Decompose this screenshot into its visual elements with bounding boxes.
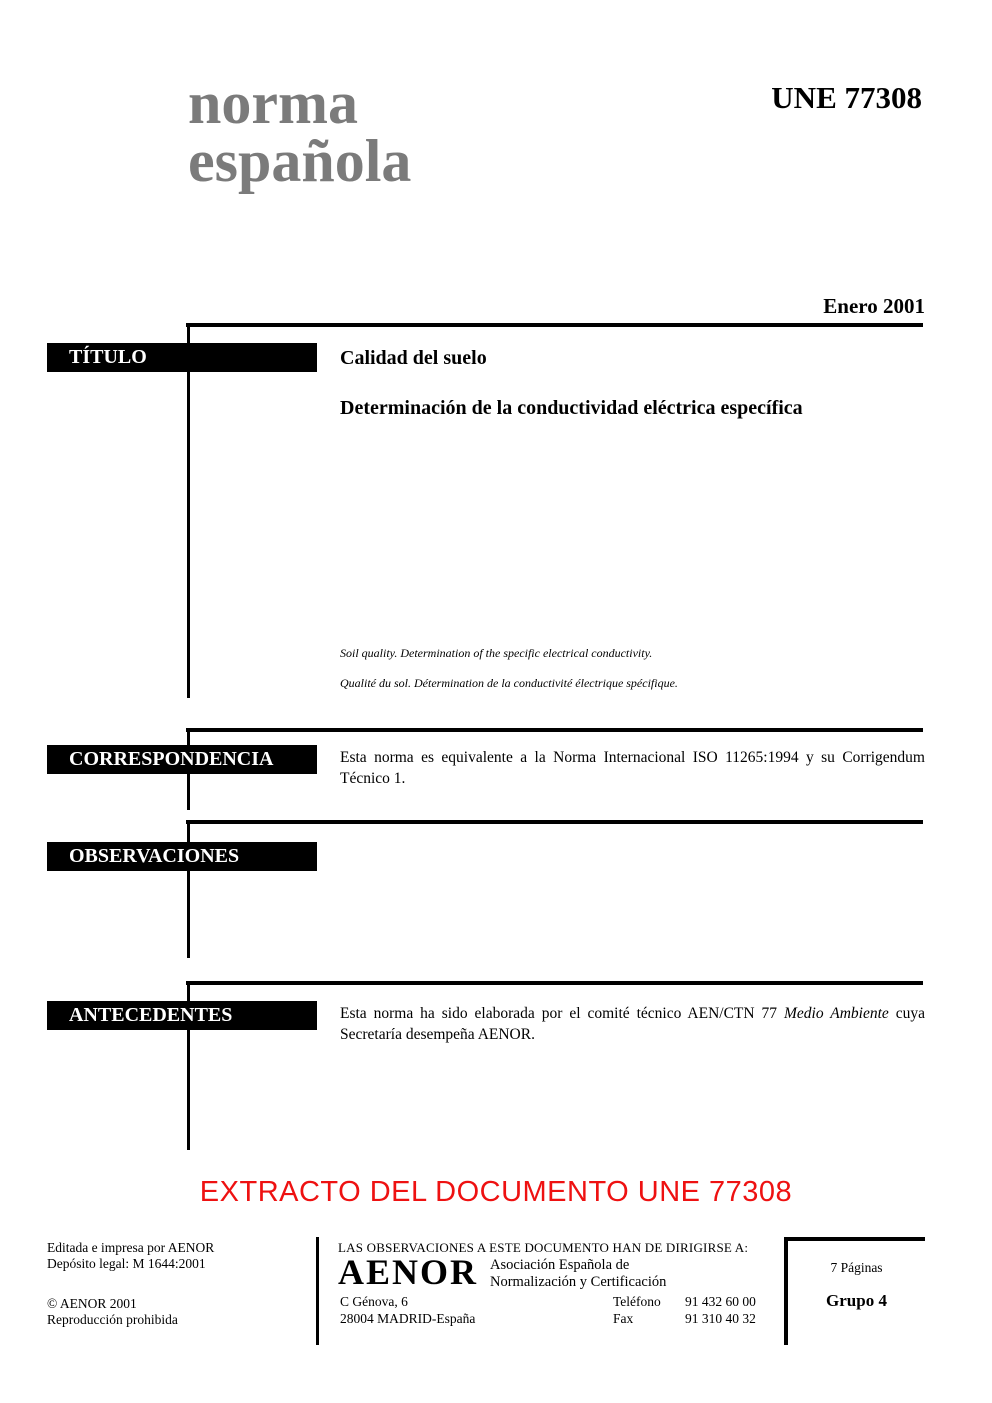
title-main: Determinación de la conductividad eléctrica específica — [340, 397, 803, 419]
footer-observations-heading: LAS OBSERVACIONES A ESTE DOCUMENTO HAN DE DIRIGIRSE A: — [338, 1240, 749, 1255]
observaciones-top-rule — [186, 820, 923, 824]
footer-left-divider — [316, 1237, 319, 1345]
titulo-label-bar: TÍTULO — [47, 343, 317, 372]
footer-right-box-top-border — [784, 1237, 925, 1241]
footer-legal-deposit: Depósito legal: M 1644:2001 — [47, 1256, 206, 1271]
logo-line2: española — [188, 128, 412, 194]
footer-published-by: Editada e impresa por AENOR — [47, 1240, 215, 1255]
aenor-org-line2: Normalización y Certificación — [490, 1274, 667, 1290]
correspondencia-label-bar: CORRESPONDENCIA — [47, 745, 317, 774]
antecedentes-top-rule — [186, 981, 923, 985]
footer-copyright: © AENOR 2001 — [47, 1296, 137, 1311]
issue-date: Enero 2001 — [823, 294, 925, 318]
footer-fax-label: Fax — [613, 1311, 634, 1326]
footer-page-count: 7 Páginas — [830, 1260, 883, 1275]
correspondencia-top-rule — [186, 728, 923, 732]
aenor-org-line1: Asociación Española de — [490, 1257, 630, 1273]
observaciones-left-rule — [187, 820, 190, 958]
titulo-left-rule — [187, 323, 190, 698]
aenor-logo: AENOR — [338, 1252, 479, 1292]
footer-street-address: C Génova, 6 — [340, 1294, 408, 1309]
footer-city-address: 28004 MADRID-España — [340, 1311, 476, 1326]
correspondencia-text: Esta norma es equivalente a la Norma Internacional ISO 11265:1994 y su Corrigendum Técnico 1. — [340, 749, 925, 787]
titulo-top-rule — [186, 323, 923, 327]
title-english: Soil quality. Determination of the specific electrical conductivity. — [340, 646, 653, 660]
footer-group: Grupo 4 — [826, 1291, 887, 1310]
antecedentes-text — [340, 1003, 925, 1045]
extract-banner: EXTRACTO DEL DOCUMENTO UNE 77308 — [199, 1176, 793, 1208]
antecedentes-text-before: Esta norma ha sido elaborada por el comité técnico AEN/CTN 77 — [340, 1005, 784, 1022]
logo-line1: norma — [188, 70, 358, 136]
standard-code: UNE 77308 — [771, 80, 922, 115]
antecedentes-label-bar: ANTECEDENTES — [47, 1001, 317, 1030]
title-subject: Calidad del suelo — [340, 347, 487, 369]
norma-espanola-logo — [188, 70, 412, 194]
observaciones-label-bar: OBSERVACIONES — [47, 842, 317, 871]
antecedentes-text-after: cuya Secretaría desempeña AENOR. — [340, 1005, 926, 1043]
footer-reproduction-notice: Reproducción prohibida — [47, 1312, 178, 1327]
footer-phone-number: 91 432 60 00 — [685, 1294, 756, 1309]
footer-phone-label: Teléfono — [613, 1294, 661, 1309]
antecedentes-committee-name: Medio Ambiente — [783, 1005, 889, 1022]
footer-fax-number: 91 310 40 32 — [685, 1311, 756, 1326]
title-french: Qualité du sol. Détermination de la conductivité électrique spécifique. — [340, 676, 678, 690]
